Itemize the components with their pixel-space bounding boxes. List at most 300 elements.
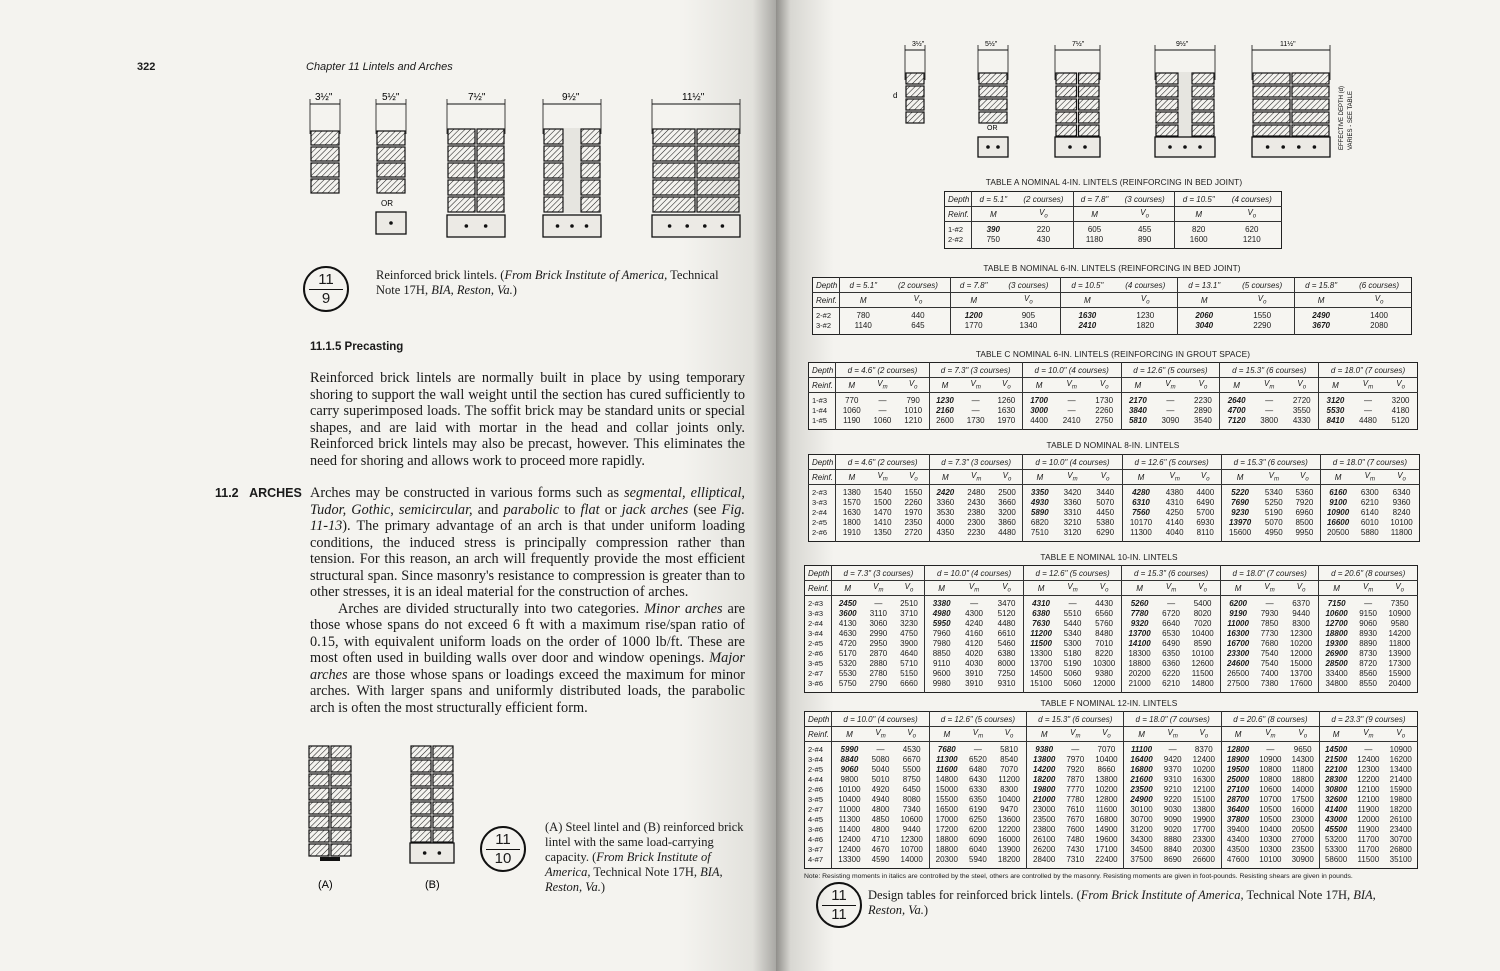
table-row	[809, 393, 1418, 407]
column-header	[1289, 470, 1320, 485]
reinforced-unit	[1252, 137, 1330, 157]
brick	[1253, 99, 1290, 110]
brick	[331, 830, 351, 842]
column-subscript: o	[1044, 213, 1048, 220]
value-cell: 23500	[1027, 815, 1062, 825]
value-cell: 9150	[1359, 609, 1377, 618]
value-cell: 2300	[967, 518, 986, 527]
table-row	[805, 679, 1418, 693]
value-cell: 5260	[1122, 596, 1157, 610]
value-cell: 9020	[1163, 825, 1182, 834]
courses-value: (5 courses)	[975, 714, 1016, 724]
column-symbol: V	[1300, 471, 1306, 481]
depth-value: d = 18.0"	[1330, 365, 1363, 375]
value-cell: 10100	[1259, 855, 1282, 864]
brick	[1079, 112, 1100, 123]
courses-value: (4 courses)	[1113, 278, 1177, 293]
value-cell: 12100	[1357, 785, 1380, 794]
reinforcement-cell: 2-#5	[805, 765, 832, 775]
value-cell: 11500	[1191, 669, 1214, 678]
column-header	[832, 581, 863, 596]
depth-value: d = 7.3"	[843, 568, 871, 578]
reinf-label: Reinf.	[809, 378, 836, 393]
brick	[1192, 86, 1214, 97]
value-cell: 28500	[1319, 659, 1354, 669]
value-cell: 6200	[1220, 596, 1255, 610]
value-cell: 2230	[1194, 396, 1212, 405]
table-column-row	[805, 727, 1418, 742]
value-cell: 10900	[1389, 745, 1412, 754]
value-cell: 1380	[836, 485, 867, 499]
column-header	[1319, 727, 1352, 742]
section-heading-arches: 11.2 ARCHES	[215, 486, 302, 500]
value-cell: 8500	[1295, 518, 1314, 527]
value-cell: —	[1364, 599, 1373, 608]
value-cell: 13400	[1389, 765, 1412, 774]
value-cell: 5950	[925, 619, 958, 629]
value-cell: 1180	[1073, 235, 1115, 249]
value-cell: 2380	[967, 508, 986, 517]
value-cell: 3800	[1260, 416, 1279, 425]
value-cell: 8750	[902, 775, 921, 784]
column-symbol: V	[1268, 471, 1274, 481]
column-symbol: V	[970, 379, 976, 389]
value-cell: 13900	[1388, 649, 1411, 658]
column-symbol: V	[1167, 728, 1173, 738]
column-subscript: o	[1400, 587, 1405, 594]
value-cell: 31200	[1124, 825, 1159, 835]
value-cell: 6220	[1162, 669, 1180, 678]
column-symbol: V	[1364, 471, 1370, 481]
depth-group-header	[1122, 455, 1221, 470]
value-cell: 3110	[869, 609, 887, 618]
value-cell: 7780	[1066, 795, 1085, 804]
column-header	[964, 727, 992, 742]
column-header	[1061, 293, 1114, 308]
value-cell: 12200	[997, 825, 1021, 834]
value-cell: 15000	[929, 785, 964, 795]
text-run: Reinforced brick lintels. (	[376, 268, 505, 282]
brick	[1156, 73, 1178, 84]
brick	[1056, 112, 1077, 123]
value-cell: 10100	[832, 785, 867, 795]
column-symbol: V	[1002, 582, 1008, 592]
text-run: to	[559, 501, 581, 518]
reinf-label: Reinf.	[809, 470, 836, 485]
depth-group-header	[1319, 363, 1418, 378]
brick	[309, 788, 329, 800]
reinforced-unit	[978, 137, 1008, 157]
figure-11-9-caption	[376, 268, 741, 298]
value-cell: 2230	[967, 528, 986, 537]
column-subscript: m	[1072, 587, 1078, 594]
value-cell: 1970	[904, 508, 923, 517]
column-subscript: o	[1206, 476, 1210, 483]
value-cell: 10700	[900, 845, 923, 854]
column-subscript: m	[1270, 733, 1276, 740]
value-cell: 3910	[965, 669, 983, 678]
value-cell: 13700	[1122, 629, 1157, 639]
value-cell: 1970	[997, 416, 1016, 425]
column-symbol: V	[1099, 379, 1106, 389]
depth-group-header	[1221, 712, 1319, 727]
value-cell: 23500	[1291, 845, 1314, 854]
table-d	[808, 454, 1420, 542]
value-cell: 11200	[998, 775, 1020, 784]
value-cell: 19500	[1221, 765, 1254, 775]
value-cell: 2600	[929, 416, 960, 430]
column-symbol: V	[1100, 471, 1107, 481]
brick	[448, 163, 475, 178]
value-cell: 1800	[836, 518, 867, 528]
table-row	[809, 528, 1420, 542]
table-row	[805, 795, 1418, 805]
column-symbol: V	[877, 379, 883, 389]
value-cell: 6160	[1320, 485, 1355, 499]
text-run: )	[600, 880, 606, 894]
column-header	[1347, 293, 1411, 308]
column-subscript: o	[1303, 733, 1308, 740]
rebar	[1281, 145, 1285, 149]
value-cell: 4000	[929, 518, 960, 528]
value-cell: 4120	[965, 639, 983, 648]
reinforcement-cell: 2-#3	[809, 485, 836, 499]
depth-group-header	[1124, 712, 1221, 727]
value-cell: 8720	[1359, 659, 1377, 668]
brick	[906, 73, 924, 84]
depth-value: d = 18.0"	[1332, 457, 1365, 467]
column-header	[1221, 470, 1258, 485]
value-cell: 18800	[929, 835, 964, 845]
depth-group-header	[1022, 363, 1121, 378]
brick	[477, 197, 504, 212]
value-cell: 6210	[1162, 679, 1180, 688]
brick	[979, 99, 1007, 110]
value-cell: 3550	[1292, 406, 1311, 415]
courses-value: (4 courses)	[877, 714, 918, 724]
column-header	[898, 470, 929, 485]
brick	[697, 146, 739, 161]
table-header-row	[805, 712, 1418, 727]
column-symbol: V	[1198, 379, 1204, 389]
value-cell: 8110	[1196, 528, 1214, 537]
value-cell: 5250	[1264, 498, 1283, 507]
value-cell: 3040	[1178, 321, 1231, 335]
dim-label: 5½"	[382, 92, 400, 103]
reinf-label: Reinf.	[805, 727, 832, 742]
column-symbol: V	[908, 379, 915, 389]
value-cell: 780	[840, 308, 886, 322]
value-cell: 5120	[1391, 416, 1410, 425]
value-cell: 37500	[1124, 855, 1159, 869]
brick	[477, 146, 504, 161]
column-subscript: o	[1007, 476, 1012, 483]
column-header	[1187, 378, 1220, 393]
column-header	[1259, 470, 1289, 485]
column-subscript: o	[1263, 299, 1267, 306]
column-symbol: M	[943, 729, 951, 739]
value-cell: 9370	[1163, 765, 1182, 774]
value-cell: 15500	[929, 795, 964, 805]
value-cell: 12000	[1092, 679, 1116, 688]
value-cell: 58600	[1319, 855, 1352, 869]
brick	[433, 760, 453, 772]
column-header	[1354, 581, 1383, 596]
column-subscript: o	[909, 587, 914, 594]
value-cell: 4160	[965, 629, 983, 638]
brick	[906, 99, 924, 110]
value-cell: 8550	[1359, 679, 1377, 688]
courses-value: (3 courses)	[970, 365, 1011, 375]
value-cell: 6520	[969, 755, 987, 764]
column-subscript: o	[1105, 587, 1109, 594]
brick	[309, 760, 329, 772]
table-column-row	[809, 378, 1418, 393]
value-cell: 9090	[1163, 815, 1182, 824]
value-cell: 17500	[1291, 795, 1314, 804]
brick	[1079, 86, 1100, 97]
value-cell: 8370	[1194, 745, 1213, 754]
value-cell: 10600	[900, 815, 923, 824]
table-row	[805, 785, 1418, 795]
value-cell: 10100	[1390, 518, 1413, 527]
value-cell: 10400	[832, 795, 867, 805]
value-cell: 18300	[1122, 649, 1157, 659]
brick	[653, 197, 695, 212]
value-cell: 390	[972, 222, 1014, 236]
value-cell: 14900	[1095, 825, 1118, 834]
reinforced-unit	[447, 215, 505, 237]
value-cell: 3090	[1161, 416, 1180, 425]
text-run: parabolic	[503, 501, 560, 518]
value-cell: 1060	[873, 416, 892, 425]
depth-value: d = 15.8"	[1295, 278, 1348, 293]
table-row	[809, 485, 1420, 499]
table-row	[805, 659, 1418, 669]
reinforcement-cell: 3-#5	[805, 795, 832, 805]
courses-value: (6 courses)	[1267, 457, 1308, 467]
column-symbol: M	[848, 472, 856, 482]
value-cell: 8690	[1163, 855, 1182, 864]
value-cell: 5500	[902, 765, 921, 774]
value-cell: 11000	[1220, 619, 1255, 629]
value-cell: 13970	[1221, 518, 1258, 528]
column-symbol: M	[1234, 729, 1242, 739]
column-header	[1061, 727, 1089, 742]
value-cell: 430	[1036, 235, 1051, 244]
column-subscript: o	[914, 476, 918, 483]
table-b-title: TABLE B NOMINAL 6-IN. LINTELS (REINFORCING IN BED JOINT)	[983, 263, 1241, 273]
value-cell: 905	[1021, 311, 1036, 320]
table-c-title: TABLE C NOMINAL 6-IN. LINTELS (REINFORCING IN GROUT SPACE)	[975, 349, 1251, 359]
text-run: BIA, Reston, Va.	[545, 865, 723, 894]
value-cell: 4630	[832, 629, 863, 639]
value-cell: 7680	[1260, 639, 1279, 648]
column-subscript: o	[1302, 587, 1306, 594]
brick	[309, 802, 329, 814]
value-cell: 8000	[997, 659, 1016, 668]
value-cell: 6210	[1360, 498, 1379, 507]
value-cell: 8080	[902, 795, 921, 804]
column-header	[929, 378, 960, 393]
depth-value: d = 15.3"	[1232, 365, 1265, 375]
value-cell: 1210	[1242, 235, 1261, 244]
value-cell: 12300	[1357, 765, 1380, 774]
value-cell: 4180	[1391, 406, 1410, 415]
column-subscript: o	[1305, 476, 1309, 483]
value-cell: 15900	[1389, 785, 1412, 794]
value-cell: 2720	[1292, 396, 1311, 405]
table-f	[804, 711, 1418, 869]
value-cell: 7680	[929, 742, 964, 756]
table-column-row	[813, 293, 1412, 308]
value-cell: 8880	[1163, 835, 1182, 844]
value-cell: 5060	[1063, 669, 1082, 678]
table-row	[805, 825, 1418, 835]
rebar	[668, 224, 672, 228]
value-cell: 4480	[1359, 416, 1377, 425]
depth-group-header	[1320, 455, 1419, 470]
value-cell: 32600	[1319, 795, 1352, 805]
depth-group-header	[929, 363, 1022, 378]
value-cell: 11500	[1357, 855, 1380, 864]
column-header	[1352, 727, 1384, 742]
depth-label: Depth	[805, 566, 832, 581]
value-cell: 21600	[1124, 775, 1159, 785]
value-cell: 6530	[1162, 629, 1180, 638]
value-cell: 3710	[900, 609, 918, 618]
value-cell: 7870	[1066, 775, 1085, 784]
value-cell: 13700	[1023, 659, 1058, 669]
column-header	[929, 470, 960, 485]
text-run: segmental, elliptical, Tudor, Gothic, semicircular,	[310, 485, 745, 518]
value-cell: 6140	[1360, 508, 1379, 517]
table-d-title: TABLE D NOMINAL 8-IN. LINTELS	[1046, 440, 1180, 450]
brick	[979, 86, 1007, 97]
value-cell: 53200	[1319, 835, 1352, 845]
value-cell: 21500	[1319, 755, 1352, 765]
table-column-row	[945, 207, 1282, 222]
brick	[311, 147, 339, 161]
rebar	[721, 224, 725, 228]
column-symbol: M	[1091, 209, 1098, 219]
depth-label: Depth	[809, 363, 836, 378]
value-cell: 7780	[1122, 609, 1157, 619]
brick	[331, 774, 351, 786]
value-cell: 2260	[904, 498, 923, 507]
value-cell: 6930	[1196, 518, 1215, 527]
brick	[906, 86, 924, 97]
courses-value: (3 courses)	[1115, 192, 1174, 207]
figure-11-9-drawing	[310, 99, 740, 237]
brick	[1156, 99, 1178, 110]
column-subscript: o	[1401, 733, 1406, 740]
reinforcement-cell: 2-#6	[805, 785, 832, 795]
column-header	[1014, 207, 1073, 222]
value-cell: 5190	[1264, 508, 1283, 517]
reinf-label: Reinf.	[945, 207, 972, 222]
brick	[1292, 73, 1329, 84]
value-cell: 1570	[836, 498, 867, 508]
value-cell: 2350	[904, 518, 923, 527]
courses-value: (6 courses)	[1347, 278, 1411, 293]
value-cell: 9190	[1220, 609, 1255, 619]
column-symbol: V	[1264, 582, 1270, 592]
value-cell: 30700	[1389, 835, 1412, 844]
table-header-row	[809, 455, 1420, 470]
column-symbol: M	[1332, 729, 1340, 739]
value-cell: 18200	[1389, 805, 1412, 814]
depth-group-header	[1220, 363, 1319, 378]
column-symbol: V	[1002, 379, 1008, 389]
value-cell: 28700	[1221, 795, 1254, 805]
brick	[448, 197, 475, 212]
value-cell: 9320	[1122, 619, 1157, 629]
table-header-row	[813, 278, 1412, 293]
value-cell: 6340	[1392, 488, 1411, 497]
value-cell: 27000	[1291, 835, 1314, 844]
value-cell: 17200	[929, 825, 964, 835]
value-cell: 2780	[869, 669, 888, 678]
value-cell: 9110	[925, 659, 958, 669]
table-c	[808, 362, 1418, 430]
value-cell: 8660	[1097, 765, 1116, 774]
reinforcement-cell: 2-#6	[805, 649, 832, 659]
value-cell: 18800	[1122, 659, 1157, 669]
value-cell: 8300	[1292, 619, 1310, 628]
value-cell: 5440	[1063, 619, 1082, 628]
value-cell: 645	[911, 321, 925, 330]
table-row	[809, 508, 1420, 518]
dim-label: 9½"	[1176, 41, 1189, 48]
column-header	[950, 293, 996, 308]
value-cell: 7480	[1066, 835, 1085, 844]
courses-value: (8 courses)	[1267, 714, 1308, 724]
courses-value: (4 courses)	[1069, 457, 1110, 467]
value-cell: 6010	[1360, 518, 1379, 527]
brick	[331, 816, 351, 828]
value-cell: 19800	[1389, 795, 1412, 804]
reinforcement-cell: 3-#6	[805, 679, 832, 693]
column-subscript: m	[1273, 476, 1279, 483]
value-cell: 16000	[997, 835, 1021, 844]
value-cell: 27100	[1221, 785, 1254, 795]
column-subscript: m	[878, 587, 884, 594]
value-cell: 17600	[1289, 679, 1313, 688]
side-label: EFFECTIVE DEPTH (d)	[1339, 85, 1345, 150]
brick	[1292, 86, 1329, 97]
value-cell: 21000	[1122, 679, 1157, 693]
depth-group-header	[929, 712, 1026, 727]
value-cell: 17300	[1388, 659, 1411, 668]
value-cell: 6380	[997, 649, 1016, 658]
column-subscript: o	[912, 733, 917, 740]
value-cell: 6490	[1196, 498, 1215, 507]
column-header	[1124, 727, 1159, 742]
value-cell: 2290	[1253, 321, 1272, 330]
value-cell: 23800	[1027, 825, 1062, 835]
column-header	[1287, 727, 1320, 742]
courses-value: (6 courses)	[1168, 568, 1209, 578]
column-subscript: m	[975, 384, 981, 391]
brick	[309, 774, 329, 786]
value-cell: 21400	[1389, 775, 1412, 784]
reinforcement-cell: 3-#4	[805, 755, 832, 765]
value-cell: 4020	[965, 649, 983, 658]
value-cell: 2160	[929, 406, 960, 416]
column-symbol: V	[1066, 379, 1072, 389]
value-cell: 7610	[1066, 805, 1085, 814]
